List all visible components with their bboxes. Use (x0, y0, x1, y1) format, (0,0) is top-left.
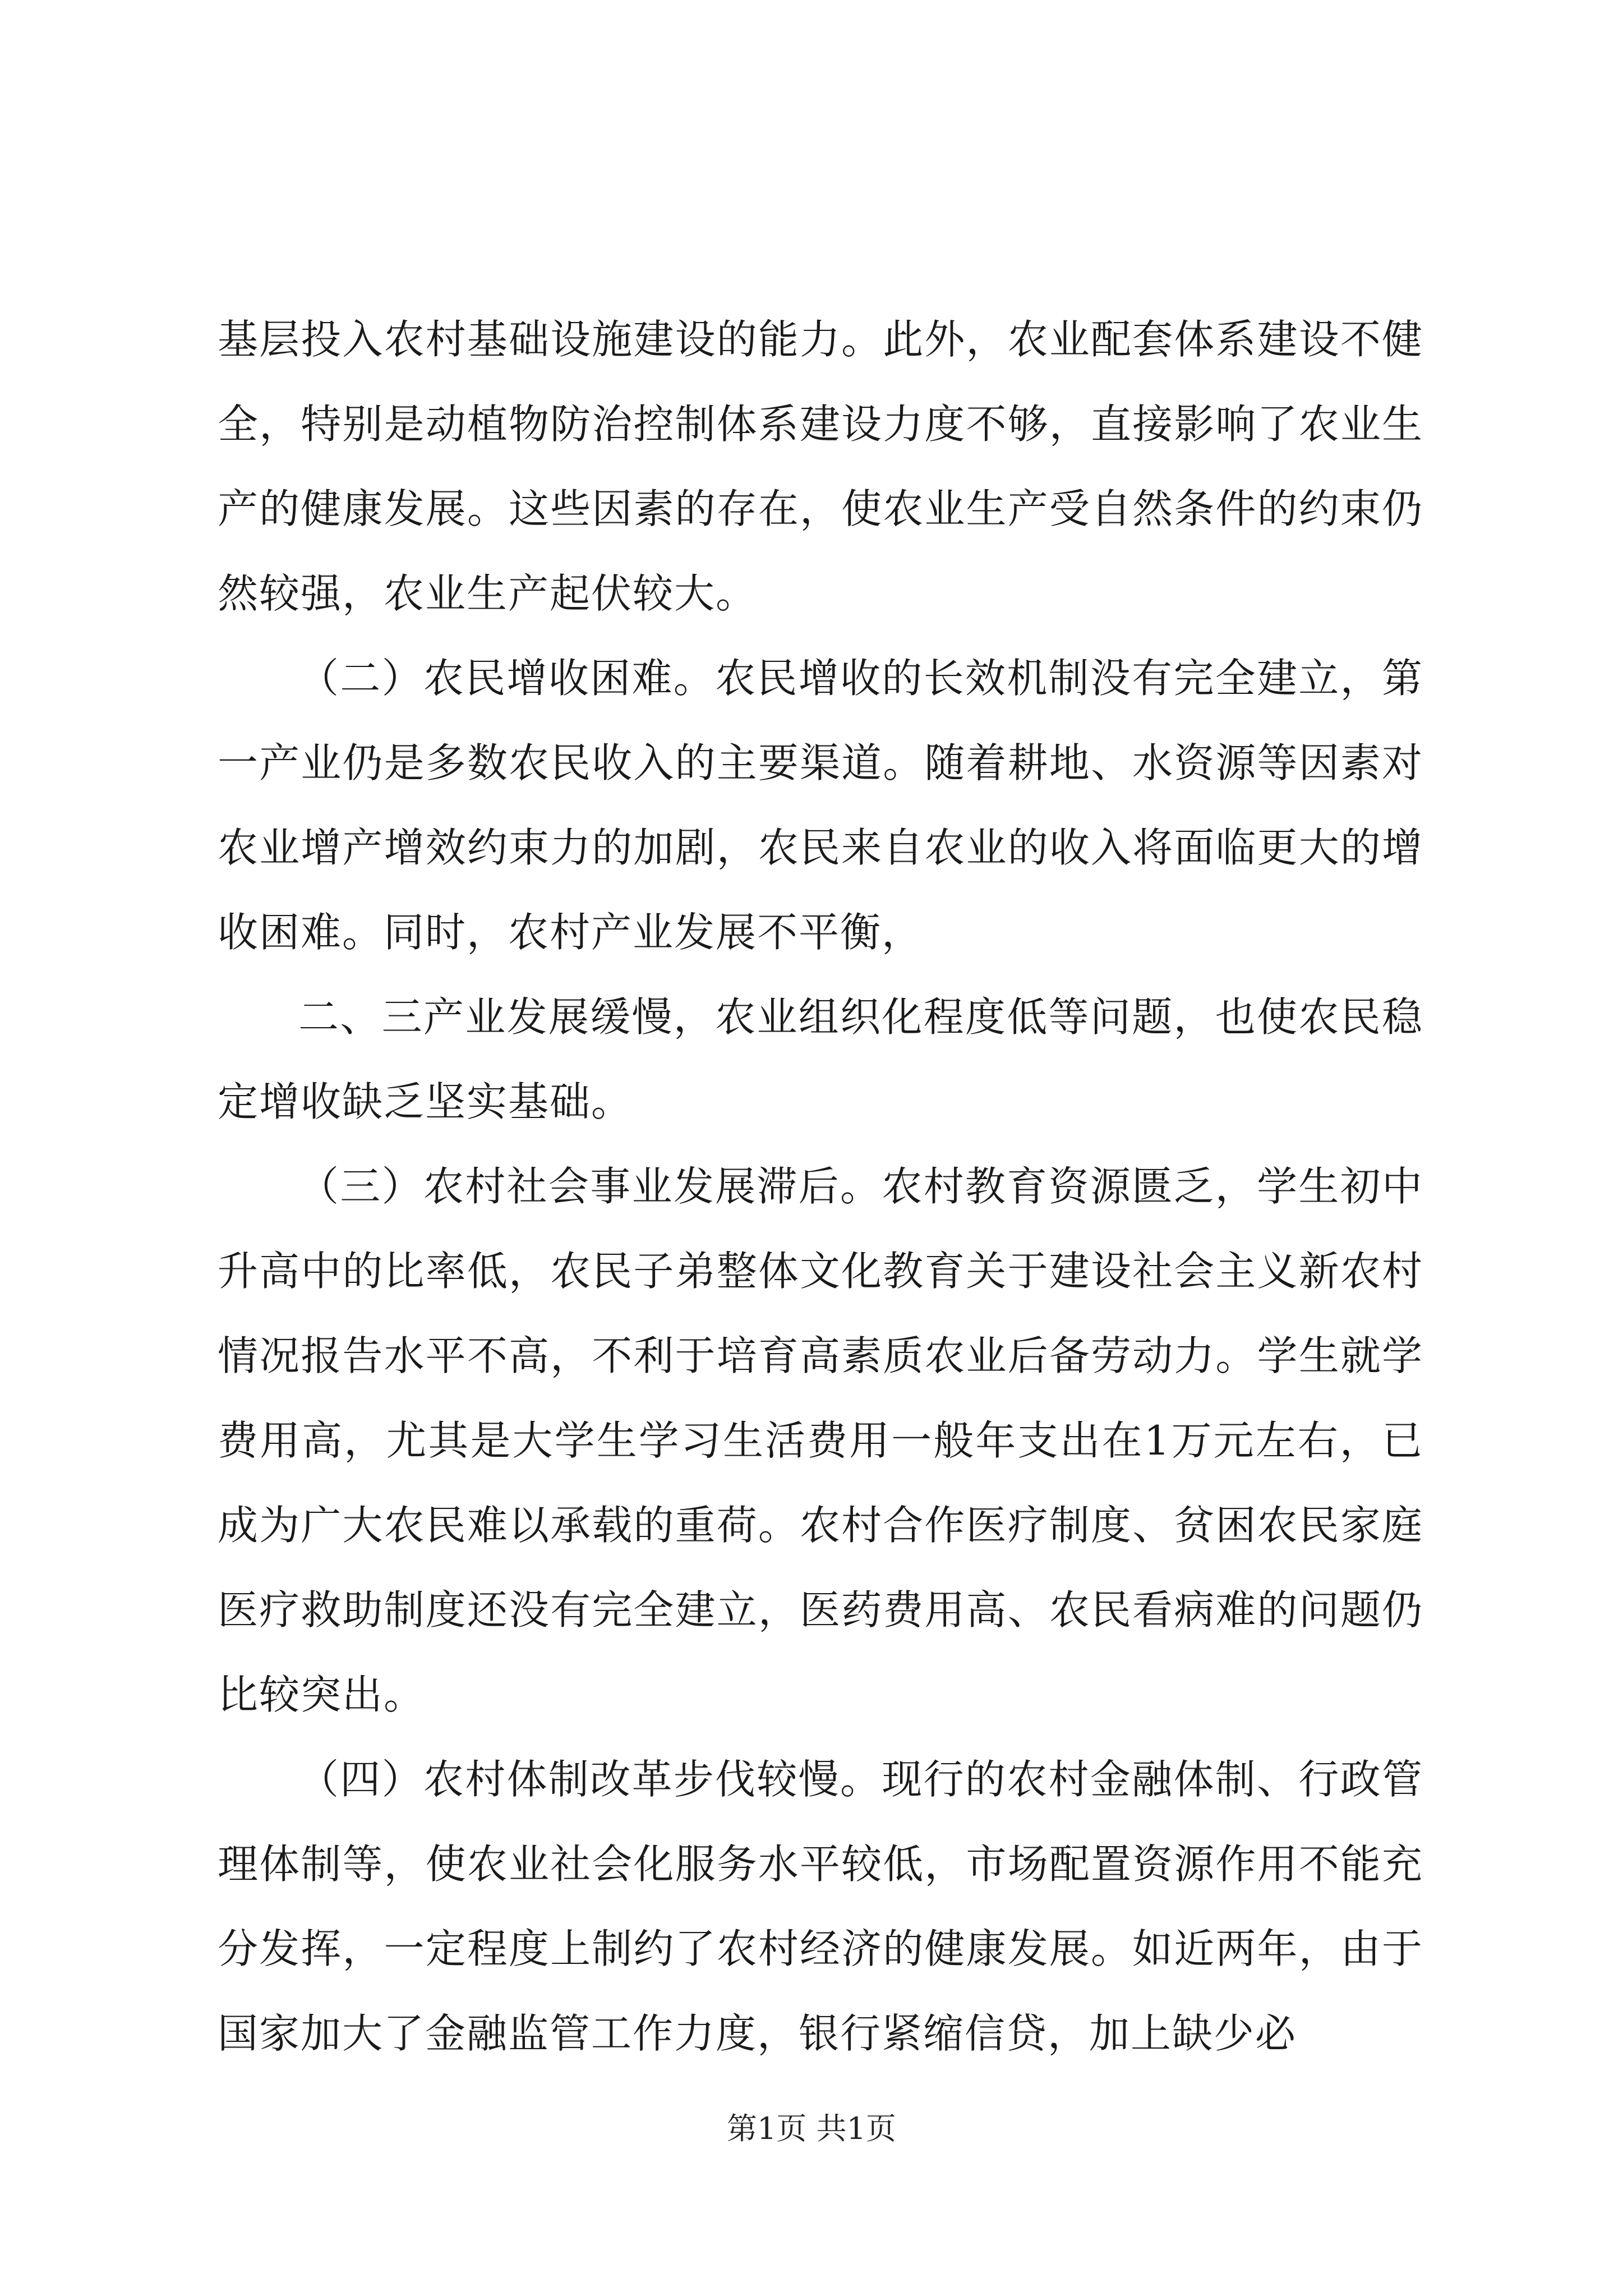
paragraph-section-4: （四）农村体制改革步伐较慢。现行的农村金融体制、行政管理体制等，使农业社会化服务水平较低，市场配置资源作用不能充分发挥，一定程度上制约了农村经济的健康发展。如近两年，由于国家加大了金融监管工作力度，银行紧缩信贷，加上缺少必 (218, 1756, 1423, 2057)
paragraph-section-3: （三）农村社会事业发展滞后。农村教育资源匮乏，学生初中升高中的比率低，农民子弟整体文化教育关于建设社会主义新农村情况报告水平不高，不利于培育高素质农业后备劳动力。学生就学费用高，尤其是大学生学习生活费用一般年支出在1万元左右，已成为广大农民难以承载的重荷。农村合作医疗制度、贫困农民家庭医疗救助制度还没有完全建立，医药费用高、农民看病难的问题仍比较突出。 (218, 1163, 1423, 1718)
paragraph-continuation: 基层投入农村基础设施建设的能力。此外，农业配套体系建设不健全，特别是动植物防治控制体系建设力度不够，直接影响了农业生产的健康发展。这些因素的存在，使农业生产受自然条件的约束仍然较强，农业生产起伏较大。 (218, 316, 1423, 617)
document-body (218, 297, 1423, 2076)
paragraph-section-2-continued: 二、三产业发展缓慢，农业组织化程度低等问题，也使农民稳定增收缺乏坚实基础。 (218, 993, 1423, 1125)
paragraph-section-2: （二）农民增收困难。农民增收的长效机制没有完全建立，第一产业仍是多数农民收入的主要渠道。随着耕地、水资源等因素对农业增产增效约束力的加剧，农民来自农业的收入将面临更大的增收困难。同时，农村产业发展不平衡， (218, 655, 1423, 956)
page-number-footer: 第1页 共1页 (727, 2111, 896, 2146)
